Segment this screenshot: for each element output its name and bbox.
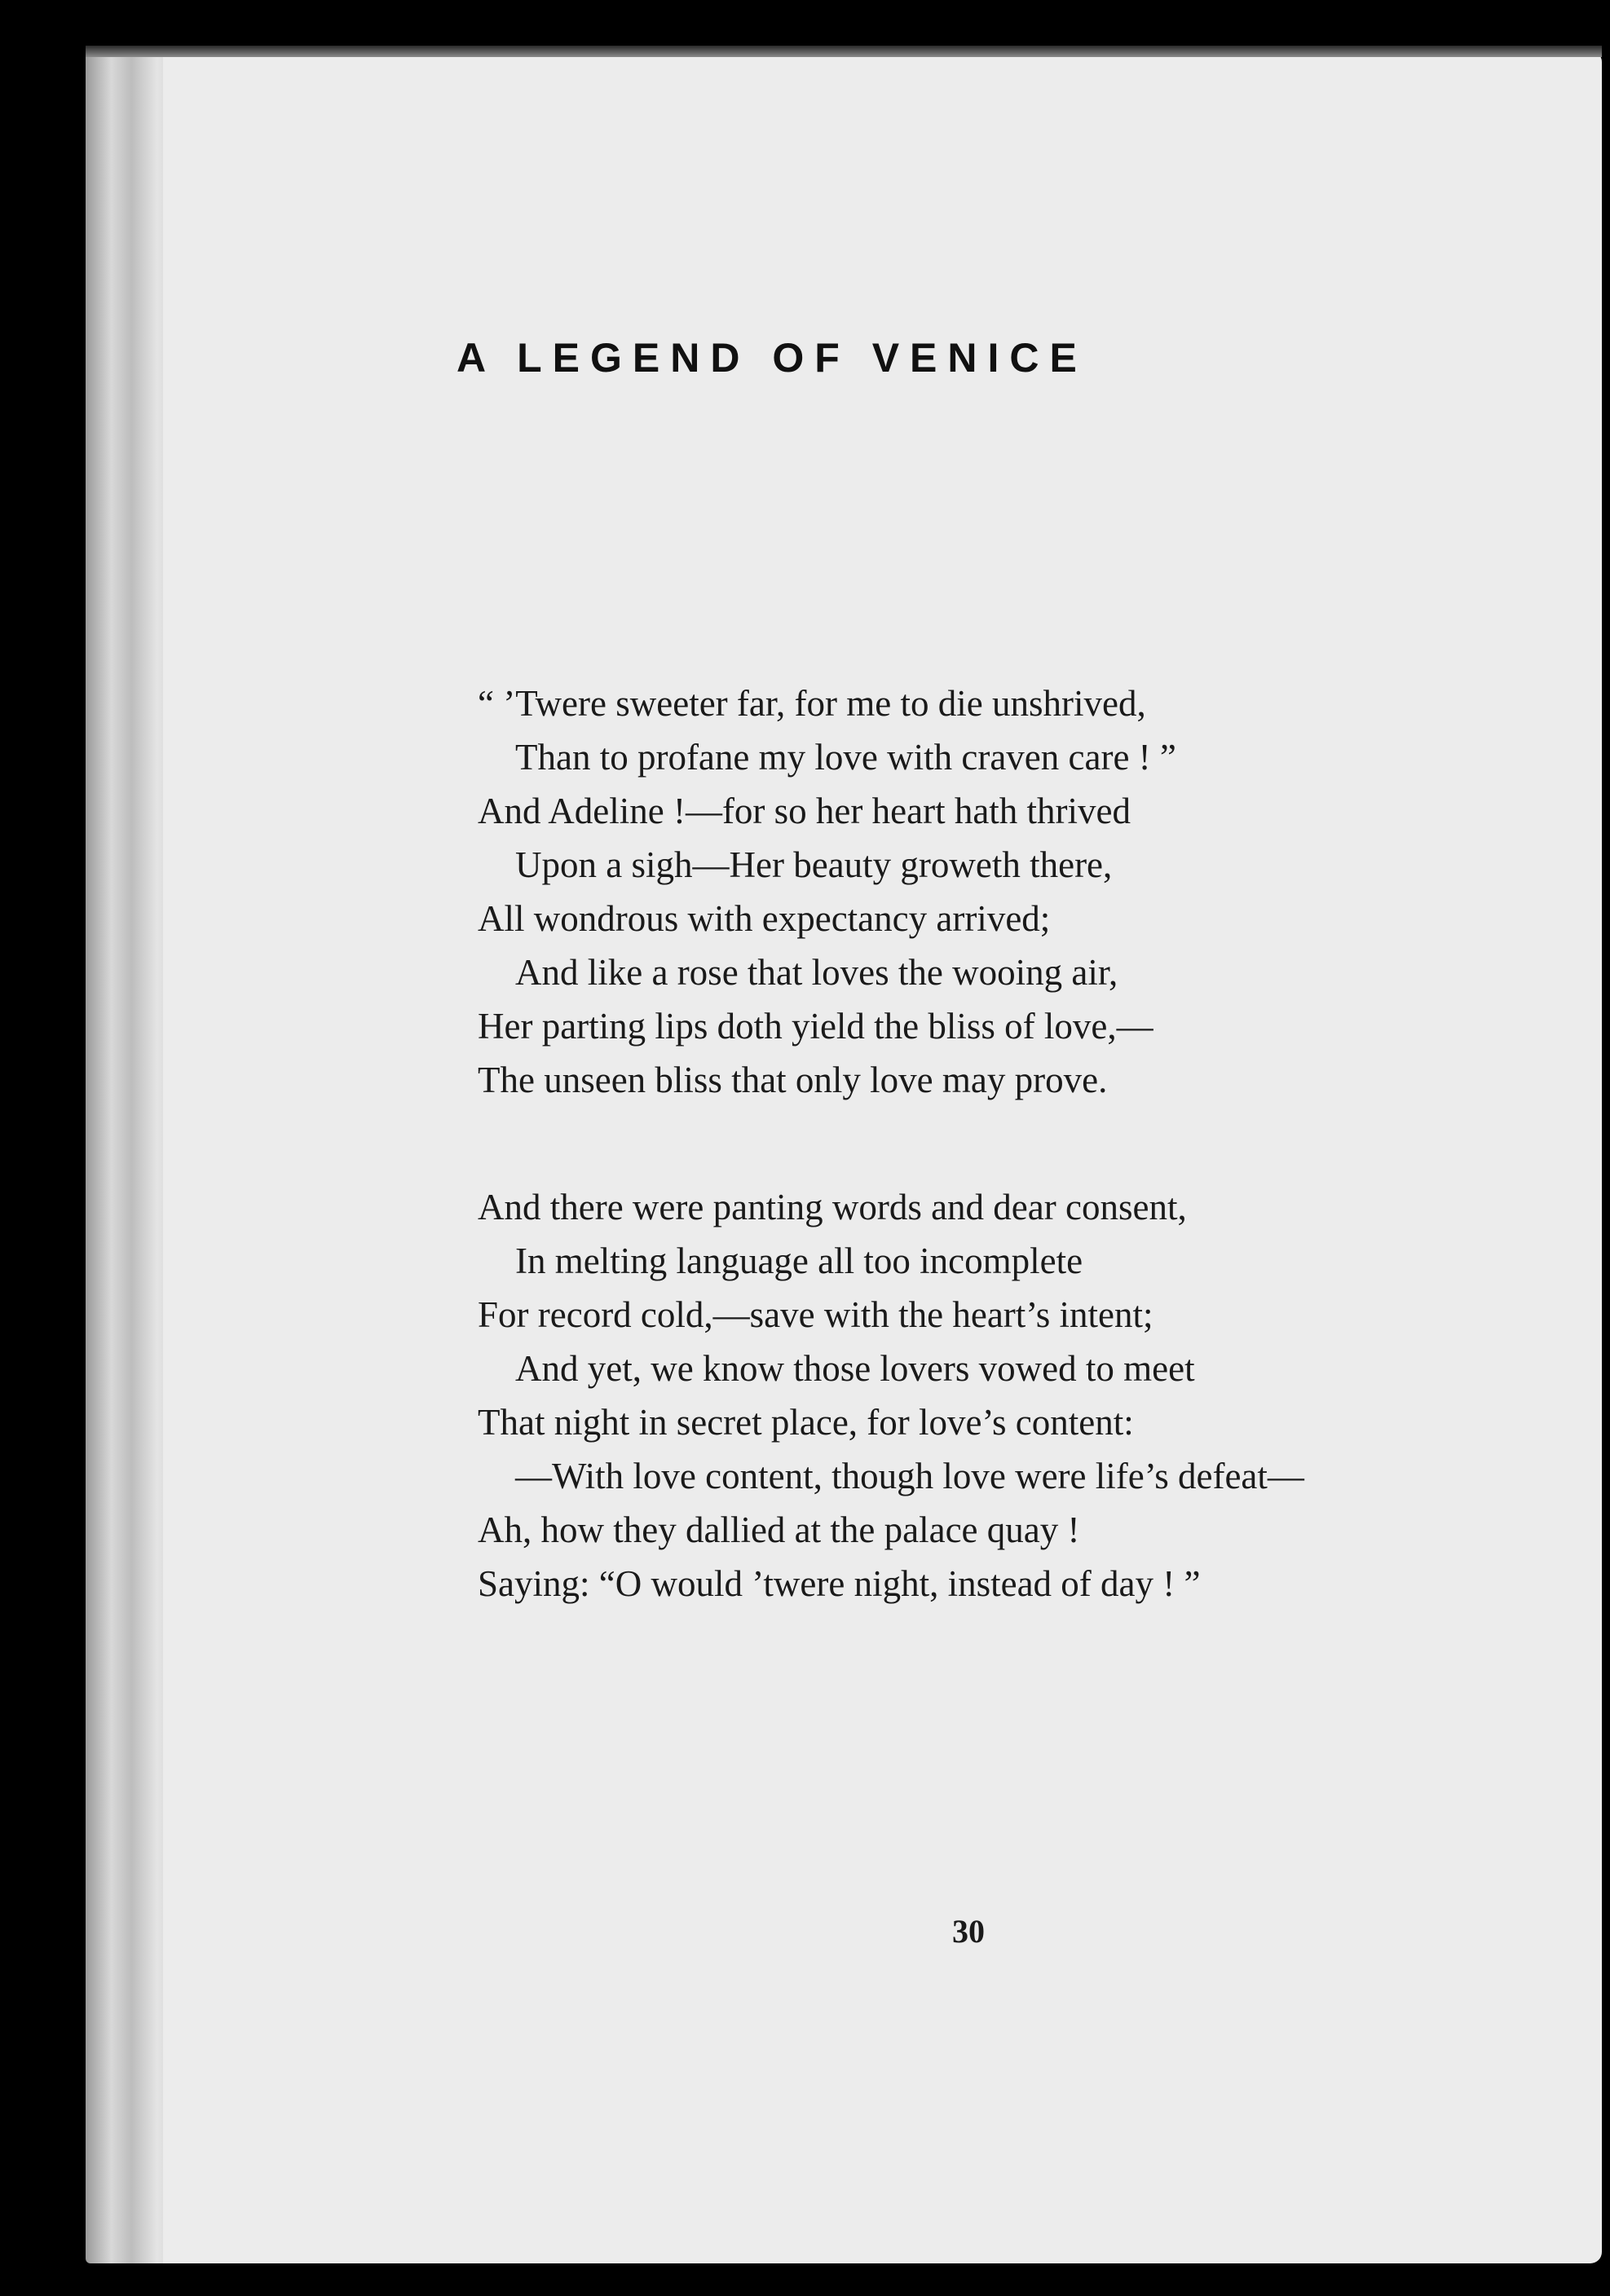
poem-line: Than to profane my love with craven care ! ” bbox=[515, 737, 1176, 778]
poem-line: Saying: “O would ’twere night, instead of day ! ” bbox=[478, 1563, 1201, 1604]
poem-line: And there were panting words and dear consent, bbox=[478, 1187, 1187, 1227]
poem-line: All wondrous with expectancy arrived; bbox=[478, 898, 1051, 939]
poem-line: Her parting lips doth yield the bliss of love,— bbox=[478, 1006, 1153, 1047]
poem-line: Upon a sigh—Her beauty groweth there, bbox=[515, 844, 1113, 885]
poem-line: The unseen bliss that only love may prove. bbox=[478, 1060, 1108, 1100]
poem-line: In melting language all too incomplete bbox=[515, 1241, 1083, 1281]
poem-line: “ ’Twere sweeter far, for me to die unshrived, bbox=[478, 683, 1146, 724]
poem-line: And Adeline !—for so her heart hath thrived bbox=[478, 791, 1131, 831]
poem-line: For record cold,—save with the heart’s intent; bbox=[478, 1294, 1153, 1335]
page-title: A LEGEND OF VENICE bbox=[457, 335, 1087, 381]
poem-line: That night in secret place, for love’s content: bbox=[478, 1402, 1134, 1443]
poem-line: —With love content, though love were life’s defeat— bbox=[515, 1456, 1304, 1496]
poem-line: And like a rose that loves the wooing air, bbox=[515, 952, 1118, 993]
page-number: 30 bbox=[952, 1913, 985, 1950]
poem-line: And yet, we know those lovers vowed to meet bbox=[515, 1348, 1195, 1389]
poem-line: Ah, how they dallied at the palace quay ! bbox=[478, 1509, 1080, 1550]
stanza-1 bbox=[478, 676, 1480, 1107]
stanza-2 bbox=[478, 1180, 1480, 1611]
poem bbox=[478, 676, 1480, 1684]
book-top-edge bbox=[86, 46, 1602, 57]
